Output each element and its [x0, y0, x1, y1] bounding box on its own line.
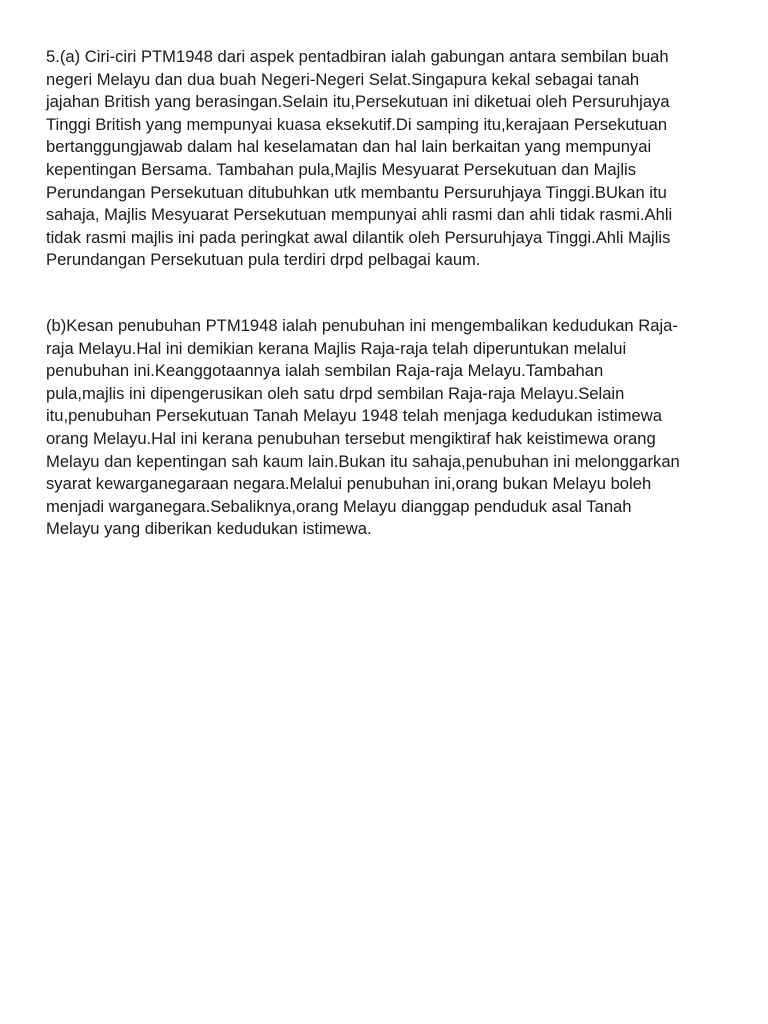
answer-paragraph-a: 5.(a) Ciri-ciri PTM1948 dari aspek pentadbiran ialah gabungan antara sembilan buah negeri Melayu dan dua buah Negeri-Negeri Selat.Singapura kekal sebagai tanah jajahan British yang berasingan.Selain itu,Persekutuan ini diketuai oleh Persuruhjaya Tinggi British yang mempunyai kuasa eksekutif.Di samping itu,kerajaan Persekutuan bertanggungjawab dalam hal keselamatan dan hal lain berkaitan yang mempunyai kepentingan Bersama. Tambahan pula,Majlis Mesyuarat Persekutuan dan Majlis Perundangan Persekutuan ditubuhkan utk membantu Persuruhjaya Tinggi.BUkan itu sahaja, Majlis Mesyuarat Persekutuan mempunyai ahli rasmi dan ahli tidak rasmi.Ahli tidak rasmi majlis ini pada peringkat awal dilantik oleh Persuruhjaya Tinggi.Ahli Majlis Perundangan Persekutuan pula terdiri drpd pelbagai kaum.	[46, 47, 673, 270]
answer-paragraph-b: (b)Kesan penubuhan PTM1948 ialah penubuhan ini mengembalikan kedudukan Raja- raja Melayu.Hal ini demikian kerana Majlis Raja-raja telah diperuntukan melalui penubuhan ini.Keanggotaannya ialah sembilan Raja-raja Melayu.Tambahan pula,majlis ini dipengerusikan oleh satu drpd sembilan Raja-raja Melayu.Selain itu,penubuhan Persekutuan Tanah Melayu 1948 telah menjaga kedudukan istimewa orang Melayu.Hal ini kerana penubuhan tersebut mengiktiraf hak keistimewa orang Melayu dan kepentingan sah kaum lain.Bukan itu sahaja,penubuhan ini melonggarkan syarat kewarganegaraan negara.Melalui penubuhan ini,orang bukan Melayu boleh menjadi warganegara.Sebaliknya,orang Melayu dianggap penduduk asal Tanah Melayu yang diberikan kedudukan istimewa.	[46, 316, 680, 539]
